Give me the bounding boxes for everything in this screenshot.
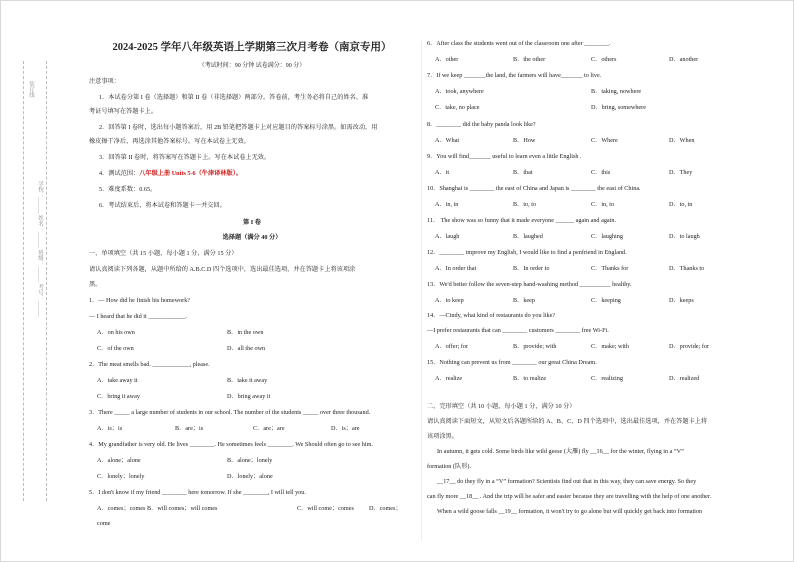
option[interactable]: C．make; with [591, 343, 629, 350]
option[interactable]: A．take away it [97, 377, 138, 384]
option[interactable]: C．keeping [591, 297, 621, 304]
student-info-line: 学校：______ 姓名：______ 班级：______ 考号：______ [37, 181, 43, 318]
note-line: 橡皮擦干净后，再选涂其他答案标号。写在本试卷上无效。 [89, 138, 250, 145]
option[interactable]: B．laughed [513, 233, 543, 240]
question-stem: 6．After class the students went out of the classroom one after ________. [427, 40, 611, 47]
option[interactable]: C．this [591, 169, 611, 176]
cloze-heading: 二、完形填空（共 10 小题，每小题 1 分，满分 10 分） [427, 403, 576, 410]
cloze-passage-line: can fly more __18__ . And the trip will be safer and easier because they are travelling with the help of one another. [427, 493, 712, 500]
option[interactable]: A．laugh [435, 233, 460, 240]
cloze-passage-line: In autumn, it gets cold. Some birds like wild geese (大雁) fly __16__ for the winter, flying in a “V” [437, 448, 684, 455]
question-stem: 5．I don't know if my friend ________ here tomorrow. If she ________, I will tell you. [89, 489, 306, 496]
option[interactable]: C．of the own [97, 345, 134, 352]
option[interactable]: C．take, no place [435, 104, 480, 111]
option[interactable]: C．in, to [591, 201, 615, 208]
question-stem: 10．Shanghai is ________ the east of China and Japan is ________ the east of China. [427, 185, 641, 192]
option[interactable]: B．provide; with [513, 343, 557, 350]
option[interactable]: B．to realize [513, 375, 547, 382]
option[interactable]: C．will come；comes [297, 505, 354, 512]
option[interactable]: B．alone；lonely [227, 457, 273, 464]
binding-label: 装订线 [28, 81, 34, 98]
option[interactable]: D．They [669, 169, 693, 176]
option[interactable]: B．in the own [227, 329, 264, 336]
question-stem: 7．If we keep _______the land, the farmers will have_______ to live. [427, 72, 602, 79]
option[interactable]: A．it [435, 169, 450, 176]
cloze-instruction: 请认真阅读下面短文，从短文后各题所给的 A、B、C、D 四个选项中，选出最佳选项，并在答题卡上将 [427, 418, 708, 425]
option[interactable]: C．Where [591, 137, 618, 144]
option[interactable]: D．another [669, 56, 699, 63]
option[interactable]: A．In order that [435, 265, 477, 272]
question-stem: 9．You will find_______ useful to learn even a little English . [427, 153, 582, 160]
option[interactable]: A．other [435, 56, 459, 63]
cloze-passage-line: __17__ do they fly in a “V” formation? Scientists find out that in this way, they can save energy. So they [437, 478, 697, 485]
note-line [89, 171, 242, 177]
question-stem: 12．________ improve my English, I would like to find a penfriend in England. [427, 249, 627, 256]
test-range-highlight: 八年级上册 Units 5-6（牛津译林版）。 [139, 170, 242, 177]
option[interactable]: B．In order to [513, 265, 550, 272]
question-stem: 14．—Cindy, what kind of restaurants do you like? [427, 312, 556, 319]
question-stem: 4．My grandfather is very old. He lives ________. He sometimes feels ________. We Should often go to see him. [89, 441, 373, 448]
option[interactable]: D．to laugh [669, 233, 700, 240]
mc-instruction: 黑。 [89, 281, 102, 288]
option[interactable]: D．lonely；alone [227, 473, 273, 480]
option[interactable]: D．to, in [669, 201, 693, 208]
option[interactable]: D．Thanks to [669, 265, 705, 272]
option[interactable]: B．are；is [175, 425, 204, 432]
option[interactable]: D．bring, somewhere [591, 104, 646, 111]
test-range-label: 4．测试范围： [99, 170, 140, 177]
note-line: 6．考试结束后，将本试卷和答题卡一并交回。 [99, 202, 226, 209]
question-stem: 13．We'd better follow the seven-step hand-washing method __________ healthy. [427, 281, 632, 288]
option[interactable]: C．Thanks for [591, 265, 629, 272]
question-stem: 3．There _____ a large number of students in our school. The number of the students _____ over three thousand. [89, 409, 371, 416]
option[interactable]: D．When [669, 137, 695, 144]
question-stem: 15．Nothing can prevent us from ________ our great China Dream. [427, 359, 597, 366]
binding-margin [23, 61, 47, 501]
option[interactable]: A．in, in [435, 201, 459, 208]
option[interactable]: B．take it away [227, 377, 268, 384]
option[interactable]: C．laughing [591, 233, 623, 240]
note-line: 2．回答第 I 卷时，选出每小题答案后，用 2B 铅笔把答题卡上对应题目的答案标号涂黑。如需改动，用 [99, 124, 378, 131]
option[interactable]: B．the other [513, 56, 546, 63]
mc-instruction: 请认真阅读下列各题，从题中所给的 A.B.C.D 四个选项中，选出最佳选项，并在答题卡上将该项涂 [89, 266, 356, 273]
option[interactable]: A．offer; for [435, 343, 469, 350]
note-line: 3．回答第 II 卷时，将答案写在答题卡上。写在本试卷上无效。 [99, 154, 271, 161]
option[interactable]: A．to keep [435, 297, 464, 304]
option[interactable]: A．is；is [97, 425, 123, 432]
cloze-passage-line: formation (队形). [427, 463, 471, 470]
note-line: 1．本试卷分第 I 卷（选择题）和第 II 卷（非选择题）两部分。答卷前，考生务必将自己的姓名、准 [99, 94, 369, 101]
option[interactable]: A．realize [435, 375, 463, 382]
option[interactable]: D．provide; for [669, 343, 710, 350]
option[interactable]: C．lonely；lonely [97, 473, 145, 480]
option[interactable]: D．is；are [331, 425, 360, 432]
option[interactable]: B．to, to [513, 201, 537, 208]
question-stem: 1．— How did he finish his homework? [89, 297, 191, 304]
option[interactable]: B．that [513, 169, 533, 176]
column-divider [421, 41, 422, 541]
option[interactable]: C．realizing [591, 375, 623, 382]
exam-title: 2024-2025 学年八年级英语上学期第三次月考卷（南京专用） [112, 42, 392, 53]
option[interactable]: A．What [435, 137, 460, 144]
question-stem: 2．The meat smells bad. ____________, please. [89, 361, 210, 368]
option-continuation: come [97, 520, 111, 527]
question-stem: 8．________ did the baby panda look like? [427, 121, 536, 128]
option[interactable]: B．keep [513, 297, 535, 304]
question-stem: —I prefer restaurants that can ________ customers ________ free Wi-Fi. [427, 327, 609, 334]
question-stem: — I heard that he did it ____________. [89, 313, 187, 320]
note-line: 考证号填写在答题卡上。 [89, 108, 158, 115]
note-line: 5．难度系数：0.65。 [99, 186, 157, 193]
option[interactable]: A．took, anywhere [435, 88, 484, 95]
option[interactable]: D．comes； [369, 505, 402, 512]
option[interactable]: D．bring away it [227, 393, 271, 400]
notes-heading: 注意事项： [89, 78, 120, 85]
exam-subtitle: （考试时间：90 分钟 试卷满分：90 分） [198, 63, 306, 69]
section-name: 选择题（满分 40 分） [222, 234, 282, 241]
option[interactable]: D．keeps [669, 297, 694, 304]
part-label: 第 I 卷 [243, 219, 261, 226]
option[interactable]: D．realized [669, 375, 700, 382]
option[interactable]: B．taking, nowhere [591, 88, 642, 95]
option[interactable]: C．are；are [253, 425, 285, 432]
option[interactable]: B．How [513, 137, 536, 144]
cloze-passage-line: When a wild goose falls __19__ formation, it won't try to go alone but will quickly get back into formation [437, 508, 703, 515]
option[interactable]: A．on his own [97, 329, 135, 336]
option[interactable]: A．alone；alone [97, 457, 141, 464]
option[interactable]: D．all the own [227, 345, 266, 352]
option[interactable]: C．others [591, 56, 617, 63]
option[interactable]: A．comes；comes B．will comes；will comes [97, 505, 218, 512]
question-stem: 11． The show was so funny that it made everyone ______ again and again. [427, 217, 617, 224]
mc-heading: 一、单项填空（共 15 小题，每小题 1 分，满分 15 分） [89, 250, 238, 257]
option[interactable]: C．bring it away [97, 393, 140, 400]
cloze-instruction: 该项涂黑。 [427, 433, 458, 440]
